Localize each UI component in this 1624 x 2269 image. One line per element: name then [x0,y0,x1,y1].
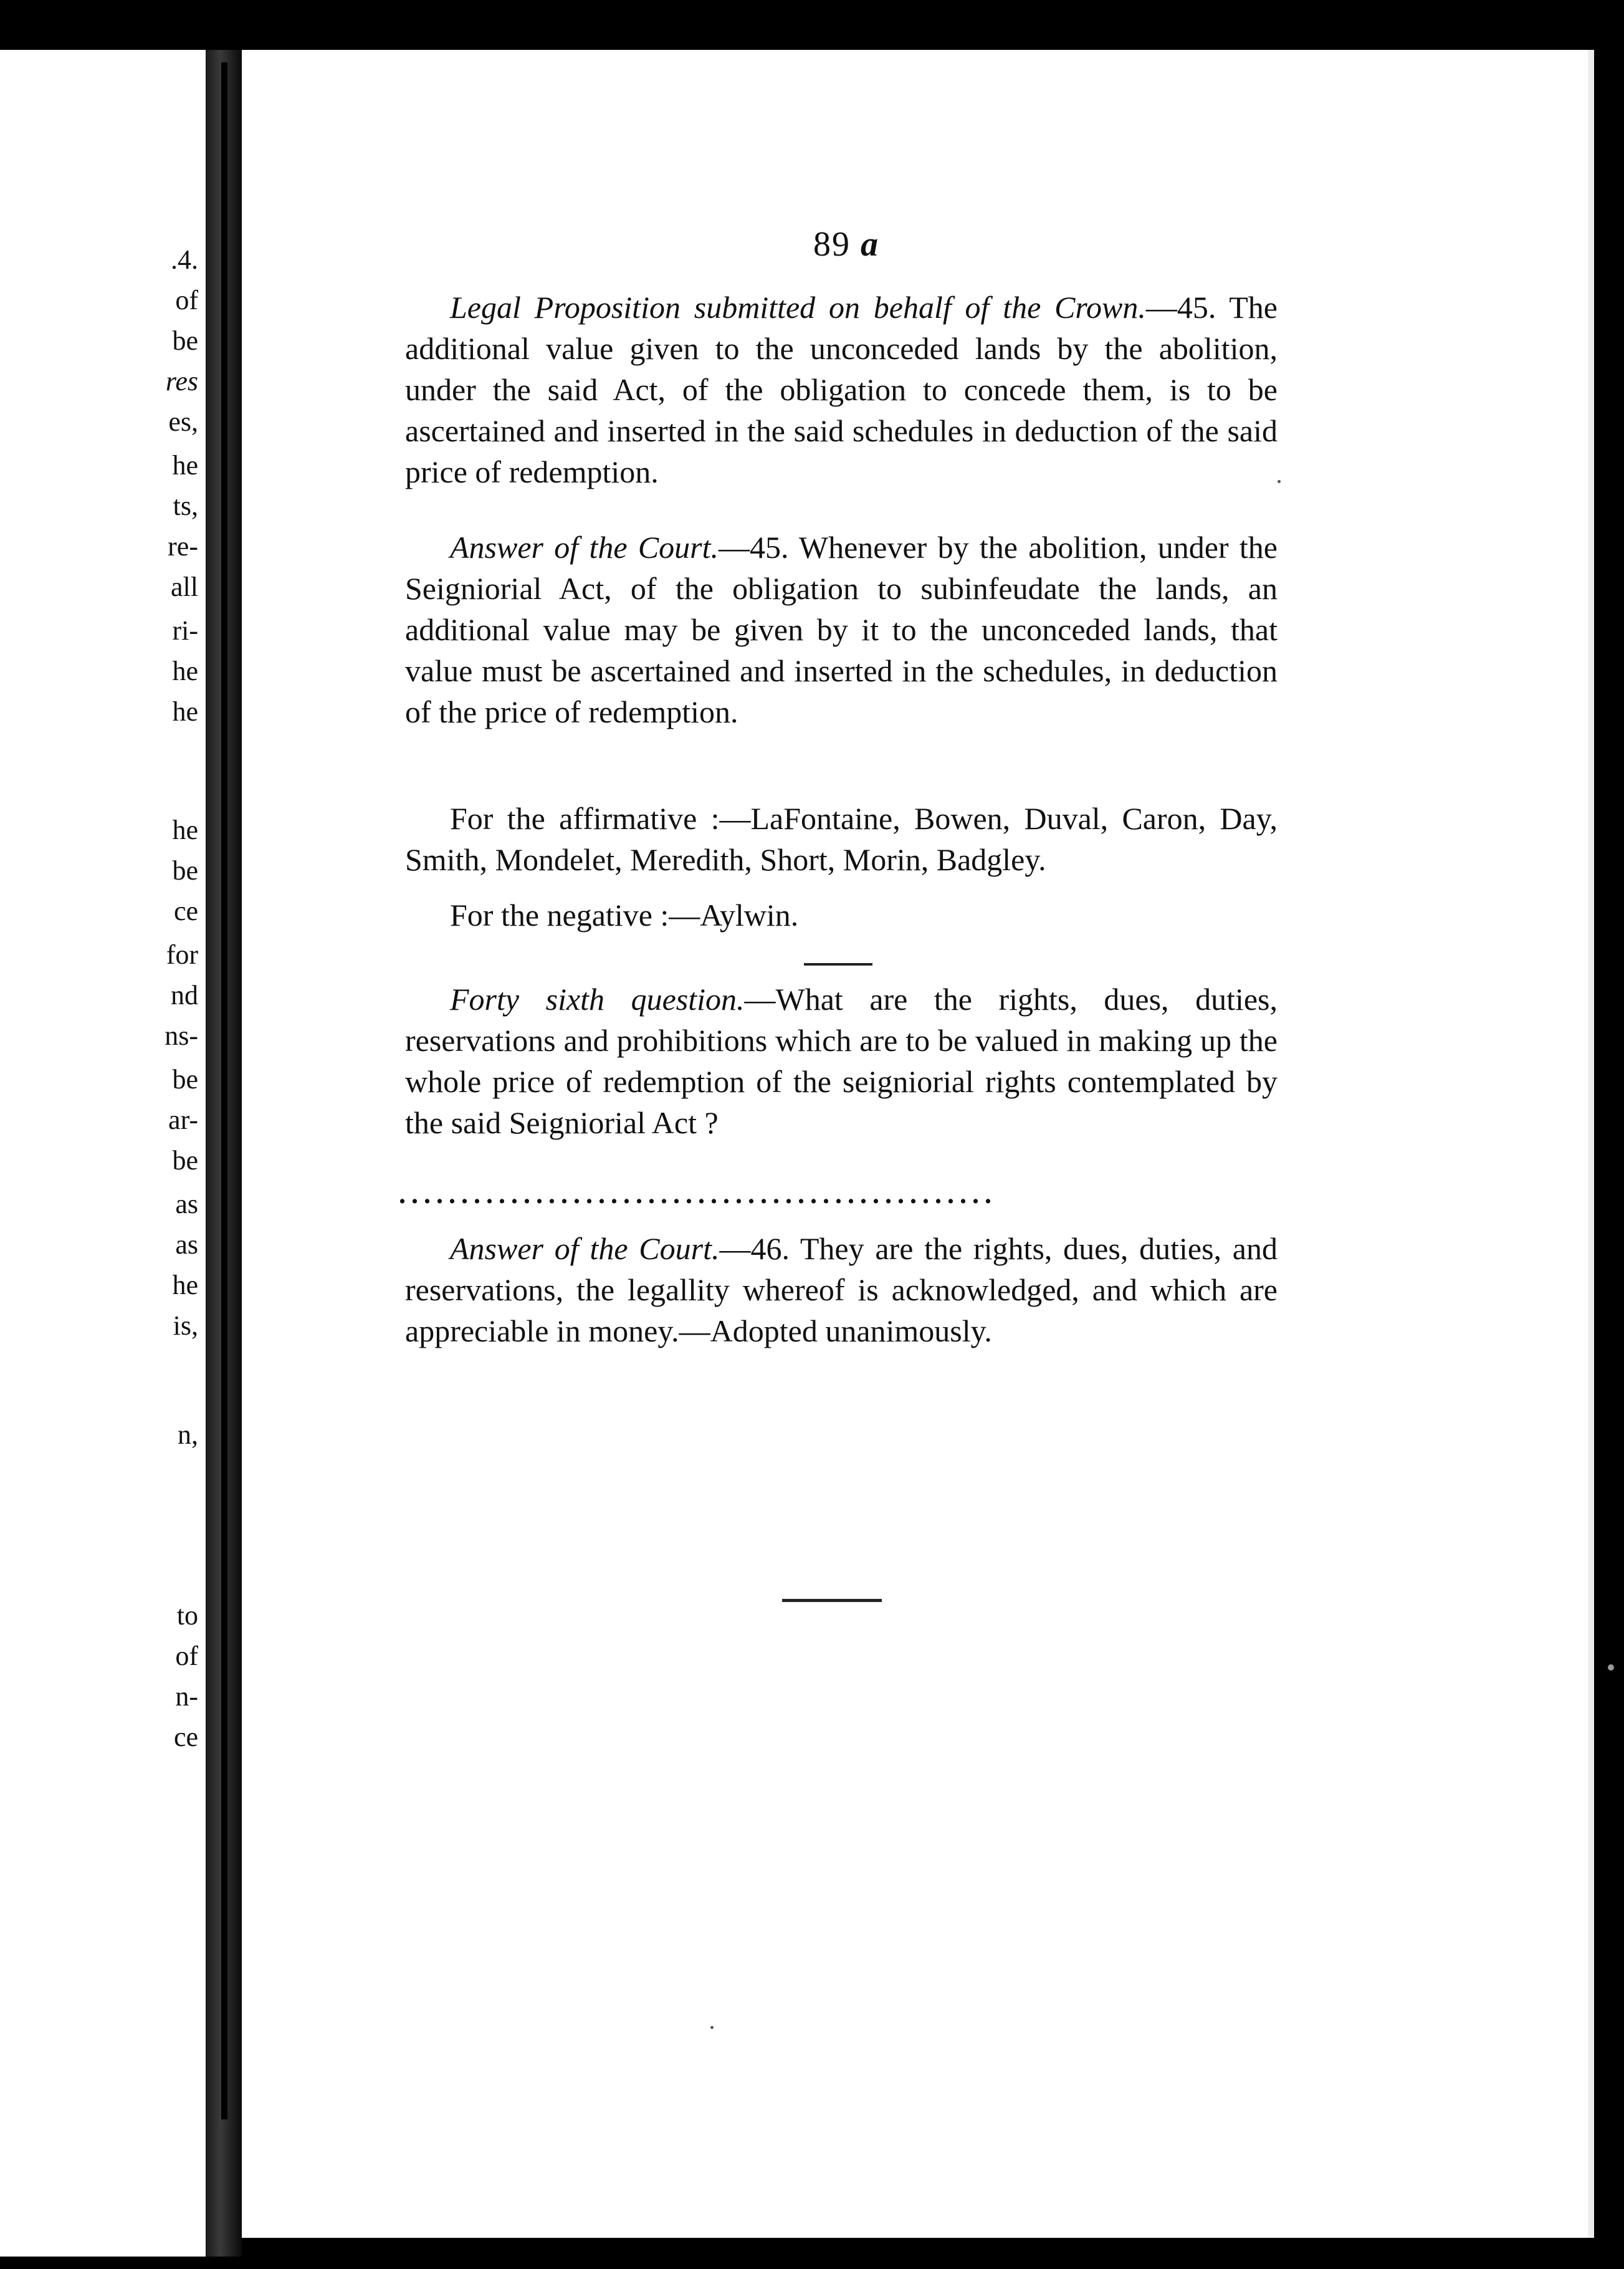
facing-page-fragment: is, [173,1310,198,1341]
facing-page-fragment: n, [178,1419,198,1450]
facing-page-fragment: res [165,366,198,396]
facing-page-fragment: all [171,572,198,602]
facing-page-fragment: of [175,1641,198,1671]
facing-page-fragment: as [175,1229,198,1260]
negative-vote [405,895,1278,936]
facing-page-fragment: be [172,325,198,356]
dot-leader: ................................................ [399,1179,997,1209]
court-answer-46 [405,1228,1278,1351]
page-number [813,224,879,264]
facing-page-fragment: be [172,1145,198,1176]
facing-page-fragment: re- [168,531,198,562]
paragraph-text: —45. Whenever by the abolition, under the Seigniorial Act, of the obligation to subinfeudate the lands, an additional value may be given by it to the unconceded lands, that value must be ascertained and inserted in the schedules, in deduction of the price of redemption. [405,530,1278,729]
facing-page-fragment: ts, [173,491,198,521]
facing-page-fragment: be [172,855,198,886]
paragraph-lead: Answer of the Court. [450,1231,720,1266]
facing-page-fragment: ce [173,896,198,926]
gutter-shadow [221,62,227,2119]
paragraph-text: For the negative :—Aylwin. [450,898,799,933]
facing-page-fragment: he [172,450,198,481]
facing-page-fragment: ns- [165,1020,198,1051]
scan-speck [1278,480,1281,483]
facing-page-fragment: as [175,1189,198,1219]
facing-page-fragment: he [172,815,198,845]
facing-page-fragment: for [166,939,198,970]
facing-page-fragment: ri- [172,615,198,646]
facing-page-fragment: he [172,656,198,686]
facing-page-fragment: ar- [168,1105,198,1135]
question-46 [405,979,1278,1143]
end-rule [782,1599,882,1602]
paragraph-lead: Answer of the Court. [450,530,719,565]
facing-page-fragment: n- [175,1681,198,1712]
facing-page-fragment: to [176,1600,198,1631]
scan-speck [1608,1664,1614,1671]
facing-page-fragment: nd [171,980,198,1010]
facing-page-fragment: be [172,1064,198,1095]
page-number-suffix: a [861,225,879,264]
affirmative-vote [405,798,1278,880]
paragraph-text: —45. The additional value given to the unconceded lands by the abolition, under the said Act, of the obligation to concede them, is to be ascertained and inserted in the said schedules in deduction of the said price of redemption. [405,290,1278,489]
facing-page-fragment: of [175,285,198,315]
facing-page-fragment: .4. [171,244,198,275]
paragraph-lead: Legal Proposition submitted on behalf of the Crown. [450,290,1146,325]
paragraph-text: —What are the rights, dues, duties, reservations and prohibitions which are to be valued in making up the whole price of redemption of the seigniorial rights contemplated by the said Seigniorial Act ? [405,982,1278,1140]
facing-page-fragment: ce [173,1722,198,1752]
paragraph-text: For the affirmative :—LaFontaine, Bowen, Duval, Caron, Day, Smith, Mondelet, Meredith, Short, Morin, Badgley. [405,801,1278,877]
page-edge [1588,50,1594,2238]
page-number-value: 89 [813,225,851,264]
legal-proposition-45 [405,287,1278,492]
scan-speck [710,2026,714,2029]
facing-page [0,50,206,2257]
section-divider [804,963,872,966]
court-answer-45 [405,527,1278,732]
facing-page-fragment: he [172,696,198,727]
paragraph-lead: Forty sixth question. [450,982,745,1017]
facing-page-fragment: es, [168,406,198,437]
paragraph-text: —46. They are the rights, dues, duties, and reservations, the legallity whereof is acknowledged, and which are appreciable in money.—Adopted unanimously. [405,1231,1278,1348]
facing-page-fragment: he [172,1270,198,1300]
